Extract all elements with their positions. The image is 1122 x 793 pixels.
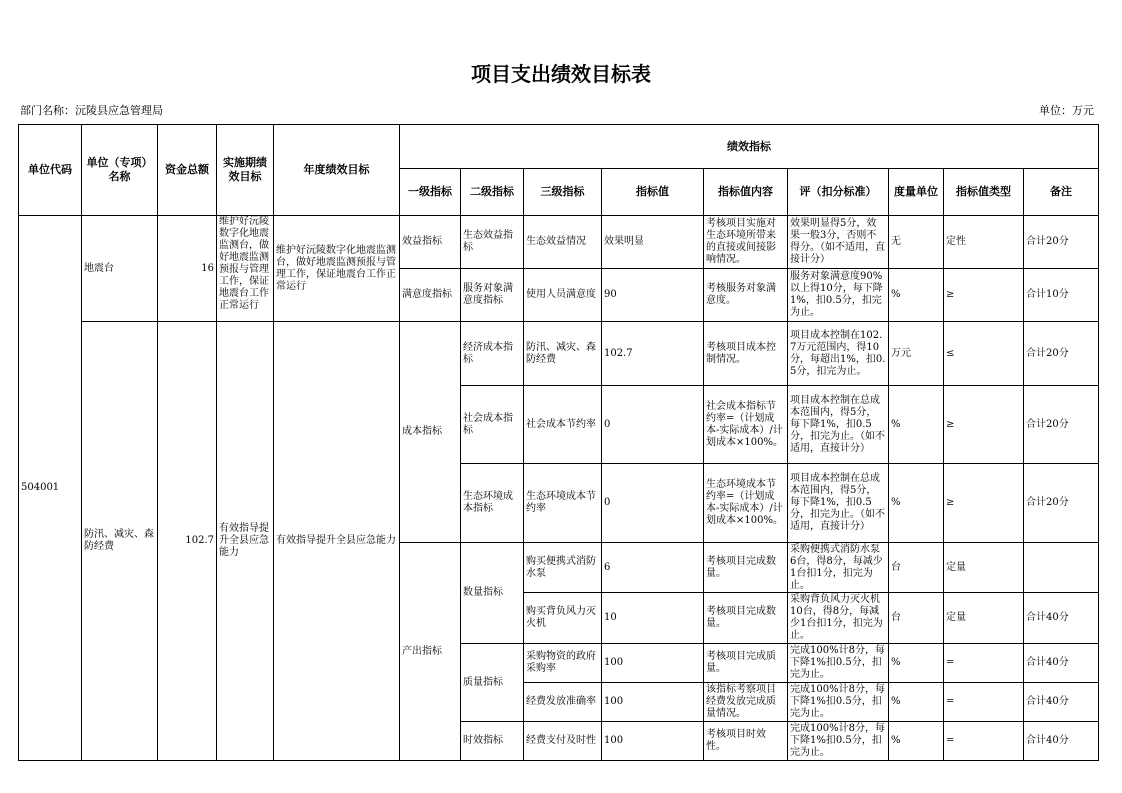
- project-funds-cell: 16: [158, 216, 217, 322]
- currency-unit-label: 单位：万元: [1039, 104, 1094, 117]
- scoring-cell: 服务对象满意度90%以上得10分，每下降1%，扣0.5分，扣完为止。: [788, 269, 889, 322]
- level2-cell: 数量指标: [461, 543, 524, 644]
- header-period-goal: 实施期绩效目标: [217, 125, 274, 216]
- scoring-cell: 项目成本控制在总成本范围内，得5分，每下降1%，扣0.5分，扣完为止。（如不适用，直接计分）: [788, 464, 889, 543]
- project-funds-cell: 102.7: [158, 322, 217, 761]
- measure-unit-cell: 万元: [889, 322, 944, 386]
- remark-cell: 合计40分: [1024, 722, 1099, 761]
- content-cell: 考核项目时效性。: [704, 722, 788, 761]
- remark-cell: 合计20分: [1024, 322, 1099, 386]
- content-cell: 考核项目完成数量。: [704, 593, 788, 644]
- table-row: [19, 322, 1099, 386]
- period-goal-cell: 维护好沅陵数字化地震监测台，做好地震监测预报与管理工作，保证地震台工作正常运行: [217, 216, 274, 322]
- annual-goal-cell: 维护好沅陵数字化地震监测台，做好地震监测预报与管理工作，保证地震台工作正常运行: [274, 216, 400, 322]
- remark-cell: [1024, 543, 1099, 593]
- table-row: [19, 216, 1099, 269]
- level2-cell: 经济成本指标: [461, 322, 524, 386]
- level2-cell: 质量指标: [461, 644, 524, 722]
- header-unit-code: 单位代码: [19, 125, 82, 216]
- value-cell: 100: [602, 683, 704, 722]
- department-label: 部门名称：沅陵县应急管理局: [20, 104, 163, 117]
- level3-cell: 购买背负风力灭火机: [524, 593, 602, 644]
- content-cell: 考核服务对象满意度。: [704, 269, 788, 322]
- content-cell: 考核项目完成数量。: [704, 543, 788, 593]
- header-content: 指标值内容: [704, 169, 788, 216]
- value-type-cell: ≥: [944, 386, 1024, 464]
- scoring-cell: 完成100%计8分，每下降1%扣0.5分，扣完为止。: [788, 644, 889, 683]
- level3-cell: 采购物资的政府采购率: [524, 644, 602, 683]
- scoring-cell: 采购便携式消防水泵6台，得8分，每减少1台扣1分，扣完为止。: [788, 543, 889, 593]
- remark-cell: 合计20分: [1024, 464, 1099, 543]
- level3-cell: 防汛、减灾、森防经费: [524, 322, 602, 386]
- header-scoring: 评（扣分标准）: [788, 169, 889, 216]
- content-cell: 该指标考察项目经费发放完成质量情况。: [704, 683, 788, 722]
- level3-cell: 购买便携式消防水泵: [524, 543, 602, 593]
- level2-cell: 生态环境成本指标: [461, 464, 524, 543]
- level3-cell: 生态环境成本节约率: [524, 464, 602, 543]
- level3-cell: 生态效益情况: [524, 216, 602, 269]
- measure-unit-cell: %: [889, 464, 944, 543]
- project-name-cell: 防汛、减灾、森防经费: [82, 322, 158, 761]
- project-name-cell: 地震台: [82, 216, 158, 322]
- level2-cell: 生态效益指标: [461, 216, 524, 269]
- value-type-cell: =: [944, 722, 1024, 761]
- level1-cell: 效益指标: [400, 216, 461, 269]
- period-goal-cell: 有效指导提升全县应急能力: [217, 322, 274, 761]
- value-type-cell: ≤: [944, 322, 1024, 386]
- value-type-cell: 定性: [944, 216, 1024, 269]
- level2-cell: 社会成本指标: [461, 386, 524, 464]
- annual-goal-cell: 有效指导提升全县应急能力: [274, 322, 400, 761]
- level2-cell: 时效指标: [461, 722, 524, 761]
- value-type-cell: =: [944, 644, 1024, 683]
- scoring-cell: 效果明显得5分，效果一般3分，否则不得分。（如不适用，直接计分）: [788, 216, 889, 269]
- measure-unit-cell: %: [889, 722, 944, 761]
- measure-unit-cell: %: [889, 683, 944, 722]
- measure-unit-cell: 台: [889, 593, 944, 644]
- value-cell: 100: [602, 644, 704, 683]
- remark-cell: 合计10分: [1024, 269, 1099, 322]
- header-unit-name: 单位（专项）名称: [82, 125, 158, 216]
- value-cell: 10: [602, 593, 704, 644]
- header-annual-goal: 年度绩效目标: [274, 125, 400, 216]
- scoring-cell: 完成100%计8分，每下降1%扣0.5分，扣完为止。: [788, 722, 889, 761]
- remark-cell: 合计40分: [1024, 683, 1099, 722]
- level3-cell: 经费发放准确率: [524, 683, 602, 722]
- level3-cell: 使用人员满意度: [524, 269, 602, 322]
- value-cell: 100: [602, 722, 704, 761]
- page-title: 项目支出绩效目标表: [471, 62, 651, 86]
- value-cell: 6: [602, 543, 704, 593]
- remark-cell: 合计20分: [1024, 216, 1099, 269]
- content-cell: 考核项目实施对生态环境所带来的直接或间接影响情况。: [704, 216, 788, 269]
- header-level3: 三级指标: [524, 169, 602, 216]
- value-type-cell: 定量: [944, 593, 1024, 644]
- header-performance-indicators: 绩效指标: [400, 125, 1099, 169]
- header-remark: 备注: [1024, 169, 1099, 216]
- value-type-cell: =: [944, 683, 1024, 722]
- measure-unit-cell: 无: [889, 216, 944, 269]
- level3-cell: 社会成本节约率: [524, 386, 602, 464]
- value-cell: 90: [602, 269, 704, 322]
- level1-cell: 满意度指标: [400, 269, 461, 322]
- value-cell: 0: [602, 464, 704, 543]
- remark-cell: 合计20分: [1024, 386, 1099, 464]
- measure-unit-cell: %: [889, 644, 944, 683]
- header-total-funds: 资金总额: [158, 125, 217, 216]
- remark-cell: 合计40分: [1024, 644, 1099, 683]
- content-cell: 考核项目完成质量。: [704, 644, 788, 683]
- level2-cell: 服务对象满意度指标: [461, 269, 524, 322]
- content-cell: 社会成本指标节约率=（计划成本-实际成本）/计划成本×100%。: [704, 386, 788, 464]
- content-cell: 生态环境成本节约率=（计划成本-实际成本）/计划成本×100%。: [704, 464, 788, 543]
- remark-cell: 合计40分: [1024, 593, 1099, 644]
- value-cell: 效果明显: [602, 216, 704, 269]
- scoring-cell: 采购背负风力灭火机10台，得8分，每减少1台扣1分，扣完为止。: [788, 593, 889, 644]
- value-cell: 102.7: [602, 322, 704, 386]
- header-level1: 一级指标: [400, 169, 461, 216]
- value-type-cell: 定量: [944, 543, 1024, 593]
- header-level2: 二级指标: [461, 169, 524, 216]
- unit-code-cell: 504001: [19, 216, 82, 761]
- level1-cell: 成本指标: [400, 322, 461, 543]
- value-cell: 0: [602, 386, 704, 464]
- value-type-cell: ≥: [944, 269, 1024, 322]
- measure-unit-cell: %: [889, 386, 944, 464]
- measure-unit-cell: %: [889, 269, 944, 322]
- header-measure-unit: 度量单位: [889, 169, 944, 216]
- header-value: 指标值: [602, 169, 704, 216]
- value-type-cell: ≥: [944, 464, 1024, 543]
- performance-table: [18, 124, 1099, 761]
- level1-cell: 产出指标: [400, 543, 461, 761]
- scoring-cell: 完成100%计8分，每下降1%扣0.5分，扣完为止。: [788, 683, 889, 722]
- header-value-type: 指标值类型: [944, 169, 1024, 216]
- scoring-cell: 项目成本控制在总成本范围内，得5分，每下降1%，扣0.5分，扣完为止。（如不适用，直接计分）: [788, 386, 889, 464]
- scoring-cell: 项目成本控制在102.7万元范围内，得10分，每超出1%，扣0.5分，扣完为止。: [788, 322, 889, 386]
- content-cell: 考核项目成本控制情况。: [704, 322, 788, 386]
- level3-cell: 经费支付及时性: [524, 722, 602, 761]
- measure-unit-cell: 台: [889, 543, 944, 593]
